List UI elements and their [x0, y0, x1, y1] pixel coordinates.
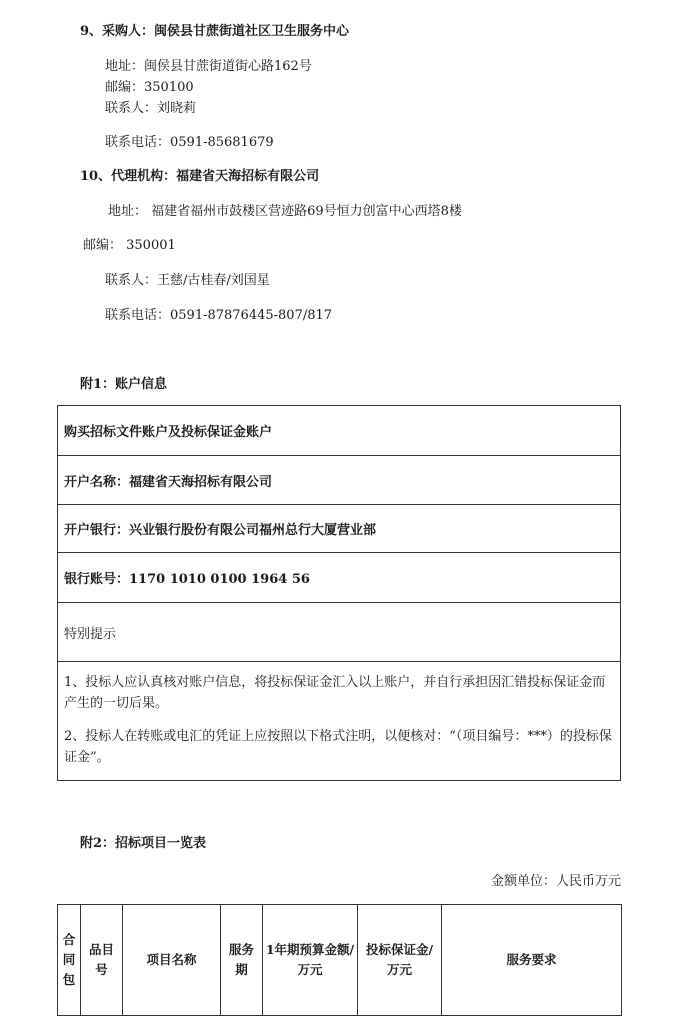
account-bank-row: 开户银行：兴业银行股份有限公司福州总行大厦营业部	[58, 505, 620, 553]
appendix1-heading: 附1：账户信息	[80, 377, 168, 392]
purchaser-phone: 联系电话：0591-85681679	[105, 135, 274, 150]
col-header-service-period: 服务期	[221, 905, 263, 1016]
purchaser-contact: 联系人：刘晓莉	[105, 101, 197, 116]
agency-heading: 10、代理机构：福建省天海招标有限公司	[80, 169, 320, 184]
agency-contact: 联系人：王慈/古桂春/刘国星	[105, 273, 270, 288]
agency-postcode: 邮编： 350001	[83, 238, 176, 253]
notice-item-2: 2、投标人在转账或电汇的凭证上应按照以下格式注明，以便核对：“（项目编号：***）的投标保证金”。	[64, 729, 612, 765]
col-header-budget: 1年期预算金额/万元	[263, 905, 358, 1016]
account-info-table	[57, 405, 621, 781]
col-header-lot: 合同包	[58, 905, 81, 1016]
account-number-row: 银行账号：1170 1010 0100 1964 56	[58, 553, 620, 603]
account-name-row: 开户名称：福建省天海招标有限公司	[58, 456, 620, 505]
agency-address: 地址： 福建省福州市鼓楼区营迹路69号恒力创富中心西塔8楼	[108, 204, 462, 219]
special-notice-content	[58, 662, 620, 780]
project-list-table	[57, 904, 622, 1016]
col-header-service-requirements: 服务要求	[442, 905, 622, 1016]
purchaser-address: 地址：闽侯县甘蔗街道街心路162号	[105, 59, 312, 74]
amount-unit-note: 金额单位：人民币万元	[490, 874, 621, 889]
notice-item-1: 1、投标人应认真核对账户信息，将投标保证金汇入以上账户，并自行承担因汇错投标保证金而产生的一切后果。	[64, 675, 606, 711]
appendix2-heading: 附2：招标项目一览表	[80, 836, 207, 851]
special-notice-label: 特别提示	[58, 603, 620, 662]
col-header-project-name: 项目名称	[123, 905, 221, 1016]
purchaser-postcode: 邮编：350100	[105, 80, 194, 95]
purchaser-heading: 9、采购人：闽侯县甘蔗街道社区卫生服务中心	[80, 24, 350, 39]
col-header-item-no: 品目号	[81, 905, 123, 1016]
col-header-deposit: 投标保证金/万元	[358, 905, 442, 1016]
account-table-title: 购买招标文件账户及投标保证金账户	[58, 406, 620, 456]
table-header-row	[58, 905, 622, 1016]
agency-phone: 联系电话：0591-87876445-807/817	[105, 308, 333, 323]
